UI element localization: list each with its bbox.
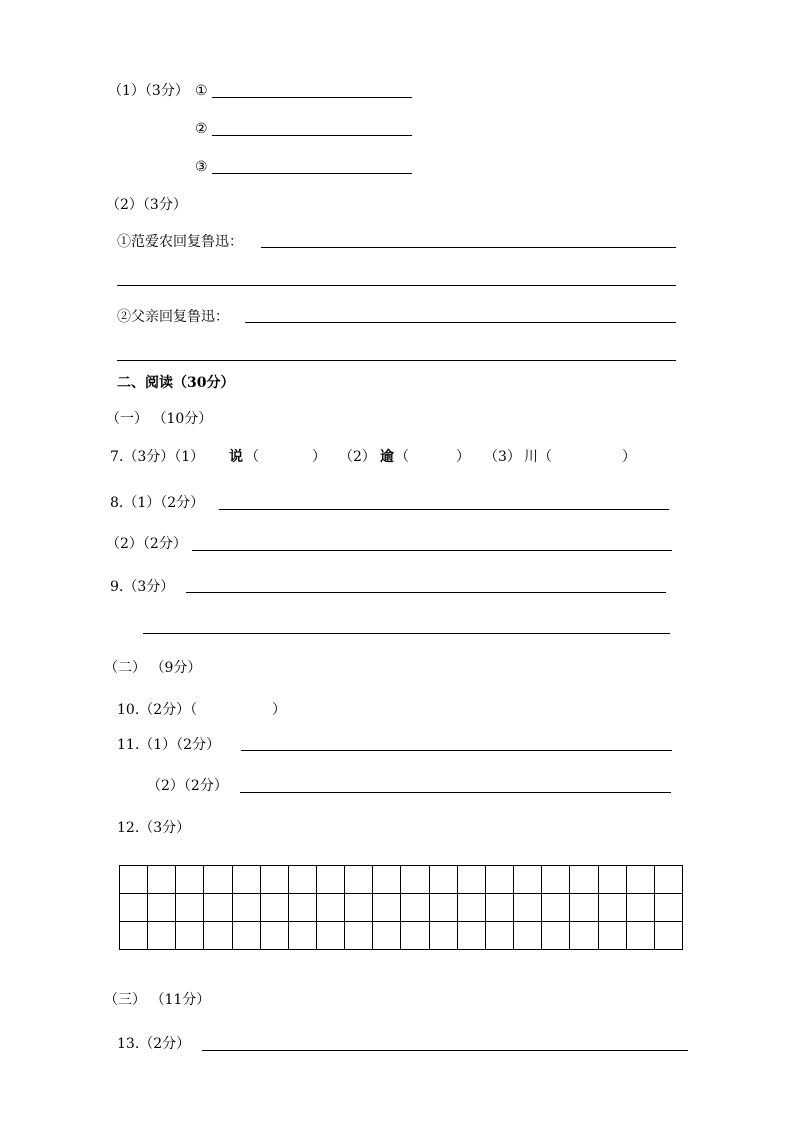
grid-cell[interactable] — [627, 894, 655, 922]
grid-cell[interactable] — [486, 922, 514, 950]
grid-cell[interactable] — [373, 922, 401, 950]
q9-answer-line-2[interactable] — [143, 633, 670, 634]
q13-answer-line[interactable] — [202, 1050, 688, 1051]
grid-cell[interactable] — [458, 894, 486, 922]
q8-1-label: 8.（1）（2分） — [110, 495, 205, 511]
grid-cell[interactable] — [486, 866, 514, 894]
q1-part1-item2-marker: ② — [195, 121, 208, 137]
q7-word-3: 川 — [524, 449, 538, 465]
q13-label: 13.（2分） — [117, 1036, 191, 1052]
grid-cell[interactable] — [120, 866, 148, 894]
q7-blank-2-close: ） — [456, 449, 470, 465]
q7-word-1: 说 — [229, 449, 243, 465]
q11-1-label: 11.（1）（2分） — [117, 737, 221, 753]
grid-cell[interactable] — [148, 894, 176, 922]
grid-cell[interactable] — [204, 922, 232, 950]
q7-blank-1-open: （ — [245, 449, 259, 465]
grid-cell[interactable] — [570, 894, 598, 922]
grid-cell[interactable] — [514, 866, 542, 894]
grid-cell[interactable] — [317, 894, 345, 922]
grid-cell[interactable] — [120, 922, 148, 950]
q1-part2-father-label: ②父亲回复鲁迅： — [117, 309, 229, 325]
grid-cell[interactable] — [655, 866, 683, 894]
q1-part2-fan-label: ①范爱农回复鲁迅： — [117, 234, 243, 250]
grid-cell[interactable] — [289, 866, 317, 894]
grid-cell[interactable] — [289, 894, 317, 922]
q11-2-answer-line[interactable] — [240, 792, 671, 793]
grid-cell[interactable] — [627, 866, 655, 894]
grid-cell[interactable] — [345, 894, 373, 922]
grid-cell[interactable] — [458, 922, 486, 950]
q1-part2-label: （2）（3分） — [106, 197, 187, 213]
section-2-label: （二） （9分） — [104, 660, 202, 676]
grid-cell[interactable] — [204, 894, 232, 922]
grid-cell[interactable] — [233, 894, 261, 922]
grid-cell[interactable] — [542, 866, 570, 894]
grid-cell[interactable] — [373, 866, 401, 894]
grid-cell[interactable] — [148, 866, 176, 894]
grid-cell[interactable] — [120, 894, 148, 922]
grid-cell[interactable] — [261, 922, 289, 950]
q12-writing-grid[interactable] — [119, 865, 683, 950]
grid-cell[interactable] — [317, 922, 345, 950]
q7-prefix: 7.（3分）（1） — [110, 449, 205, 465]
grid-cell[interactable] — [345, 922, 373, 950]
grid-cell[interactable] — [345, 866, 373, 894]
grid-cell[interactable] — [486, 894, 514, 922]
q11-2-label: （2）（2分） — [147, 778, 228, 794]
grid-cell[interactable] — [599, 894, 627, 922]
q9-label: 9.（3分） — [110, 579, 175, 595]
grid-cell[interactable] — [176, 866, 204, 894]
q1-part2-fan-answer-line-2[interactable] — [117, 285, 676, 286]
q1-part1-item1-answer-line[interactable] — [212, 97, 412, 98]
q1-part1-label: （1）（3分） — [108, 83, 189, 99]
grid-cell[interactable] — [289, 922, 317, 950]
grid-cell[interactable] — [261, 894, 289, 922]
grid-cell[interactable] — [430, 866, 458, 894]
section-1-label: （一） （10分） — [106, 411, 213, 427]
q7-item-3-label: （3） — [484, 449, 521, 465]
grid-cell[interactable] — [570, 866, 598, 894]
q8-1-answer-line[interactable] — [219, 509, 669, 510]
q11-1-answer-line[interactable] — [241, 750, 672, 751]
q7-blank-1-close: ） — [312, 449, 326, 465]
q1-part2-fan-answer-line[interactable] — [261, 247, 676, 248]
grid-cell[interactable] — [514, 922, 542, 950]
q12-label: 12.（3分） — [117, 820, 191, 836]
grid-cell[interactable] — [176, 894, 204, 922]
q10-blank-close: ） — [272, 702, 286, 718]
grid-cell[interactable] — [148, 922, 176, 950]
grid-cell[interactable] — [204, 866, 232, 894]
grid-cell[interactable] — [233, 866, 261, 894]
grid-cell[interactable] — [655, 894, 683, 922]
q1-part1-item3-marker: ③ — [195, 159, 208, 175]
grid-cell[interactable] — [401, 894, 429, 922]
q7-blank-3-open: （ — [538, 449, 552, 465]
grid-cell[interactable] — [401, 922, 429, 950]
grid-cell[interactable] — [542, 922, 570, 950]
grid-cell[interactable] — [261, 866, 289, 894]
q8-2-label: （2）（2分） — [106, 536, 187, 552]
grid-cell[interactable] — [570, 922, 598, 950]
grid-cell[interactable] — [176, 922, 204, 950]
q1-part1-item3-answer-line[interactable] — [212, 173, 412, 174]
q7-blank-3-close: ） — [622, 449, 636, 465]
grid-cell[interactable] — [542, 894, 570, 922]
q9-answer-line[interactable] — [186, 592, 666, 593]
q7-word-2: 逾 — [380, 449, 394, 465]
section-3-label: （三） （11分） — [104, 992, 211, 1008]
grid-cell[interactable] — [655, 922, 683, 950]
q8-2-answer-line[interactable] — [192, 550, 672, 551]
q10-label: 10.（2分）（ — [117, 702, 198, 718]
grid-cell[interactable] — [627, 922, 655, 950]
q1-part1-item2-answer-line[interactable] — [212, 135, 412, 136]
grid-cell[interactable] — [373, 894, 401, 922]
grid-cell[interactable] — [430, 922, 458, 950]
grid-cell[interactable] — [233, 922, 261, 950]
grid-cell[interactable] — [430, 894, 458, 922]
grid-cell[interactable] — [401, 866, 429, 894]
reading-heading: 二、阅读（30分） — [117, 375, 235, 391]
q1-part2-father-answer-line-2[interactable] — [117, 360, 676, 361]
grid-cell[interactable] — [458, 866, 486, 894]
grid-cell[interactable] — [317, 866, 345, 894]
grid-cell[interactable] — [599, 922, 627, 950]
grid-cell[interactable] — [514, 894, 542, 922]
q1-part2-father-answer-line[interactable] — [245, 322, 676, 323]
q1-part1-item1-marker: ① — [195, 83, 208, 99]
q7-blank-2-open: （ — [395, 449, 409, 465]
grid-cell[interactable] — [599, 866, 627, 894]
q7-item-2-label: （2） — [339, 449, 376, 465]
